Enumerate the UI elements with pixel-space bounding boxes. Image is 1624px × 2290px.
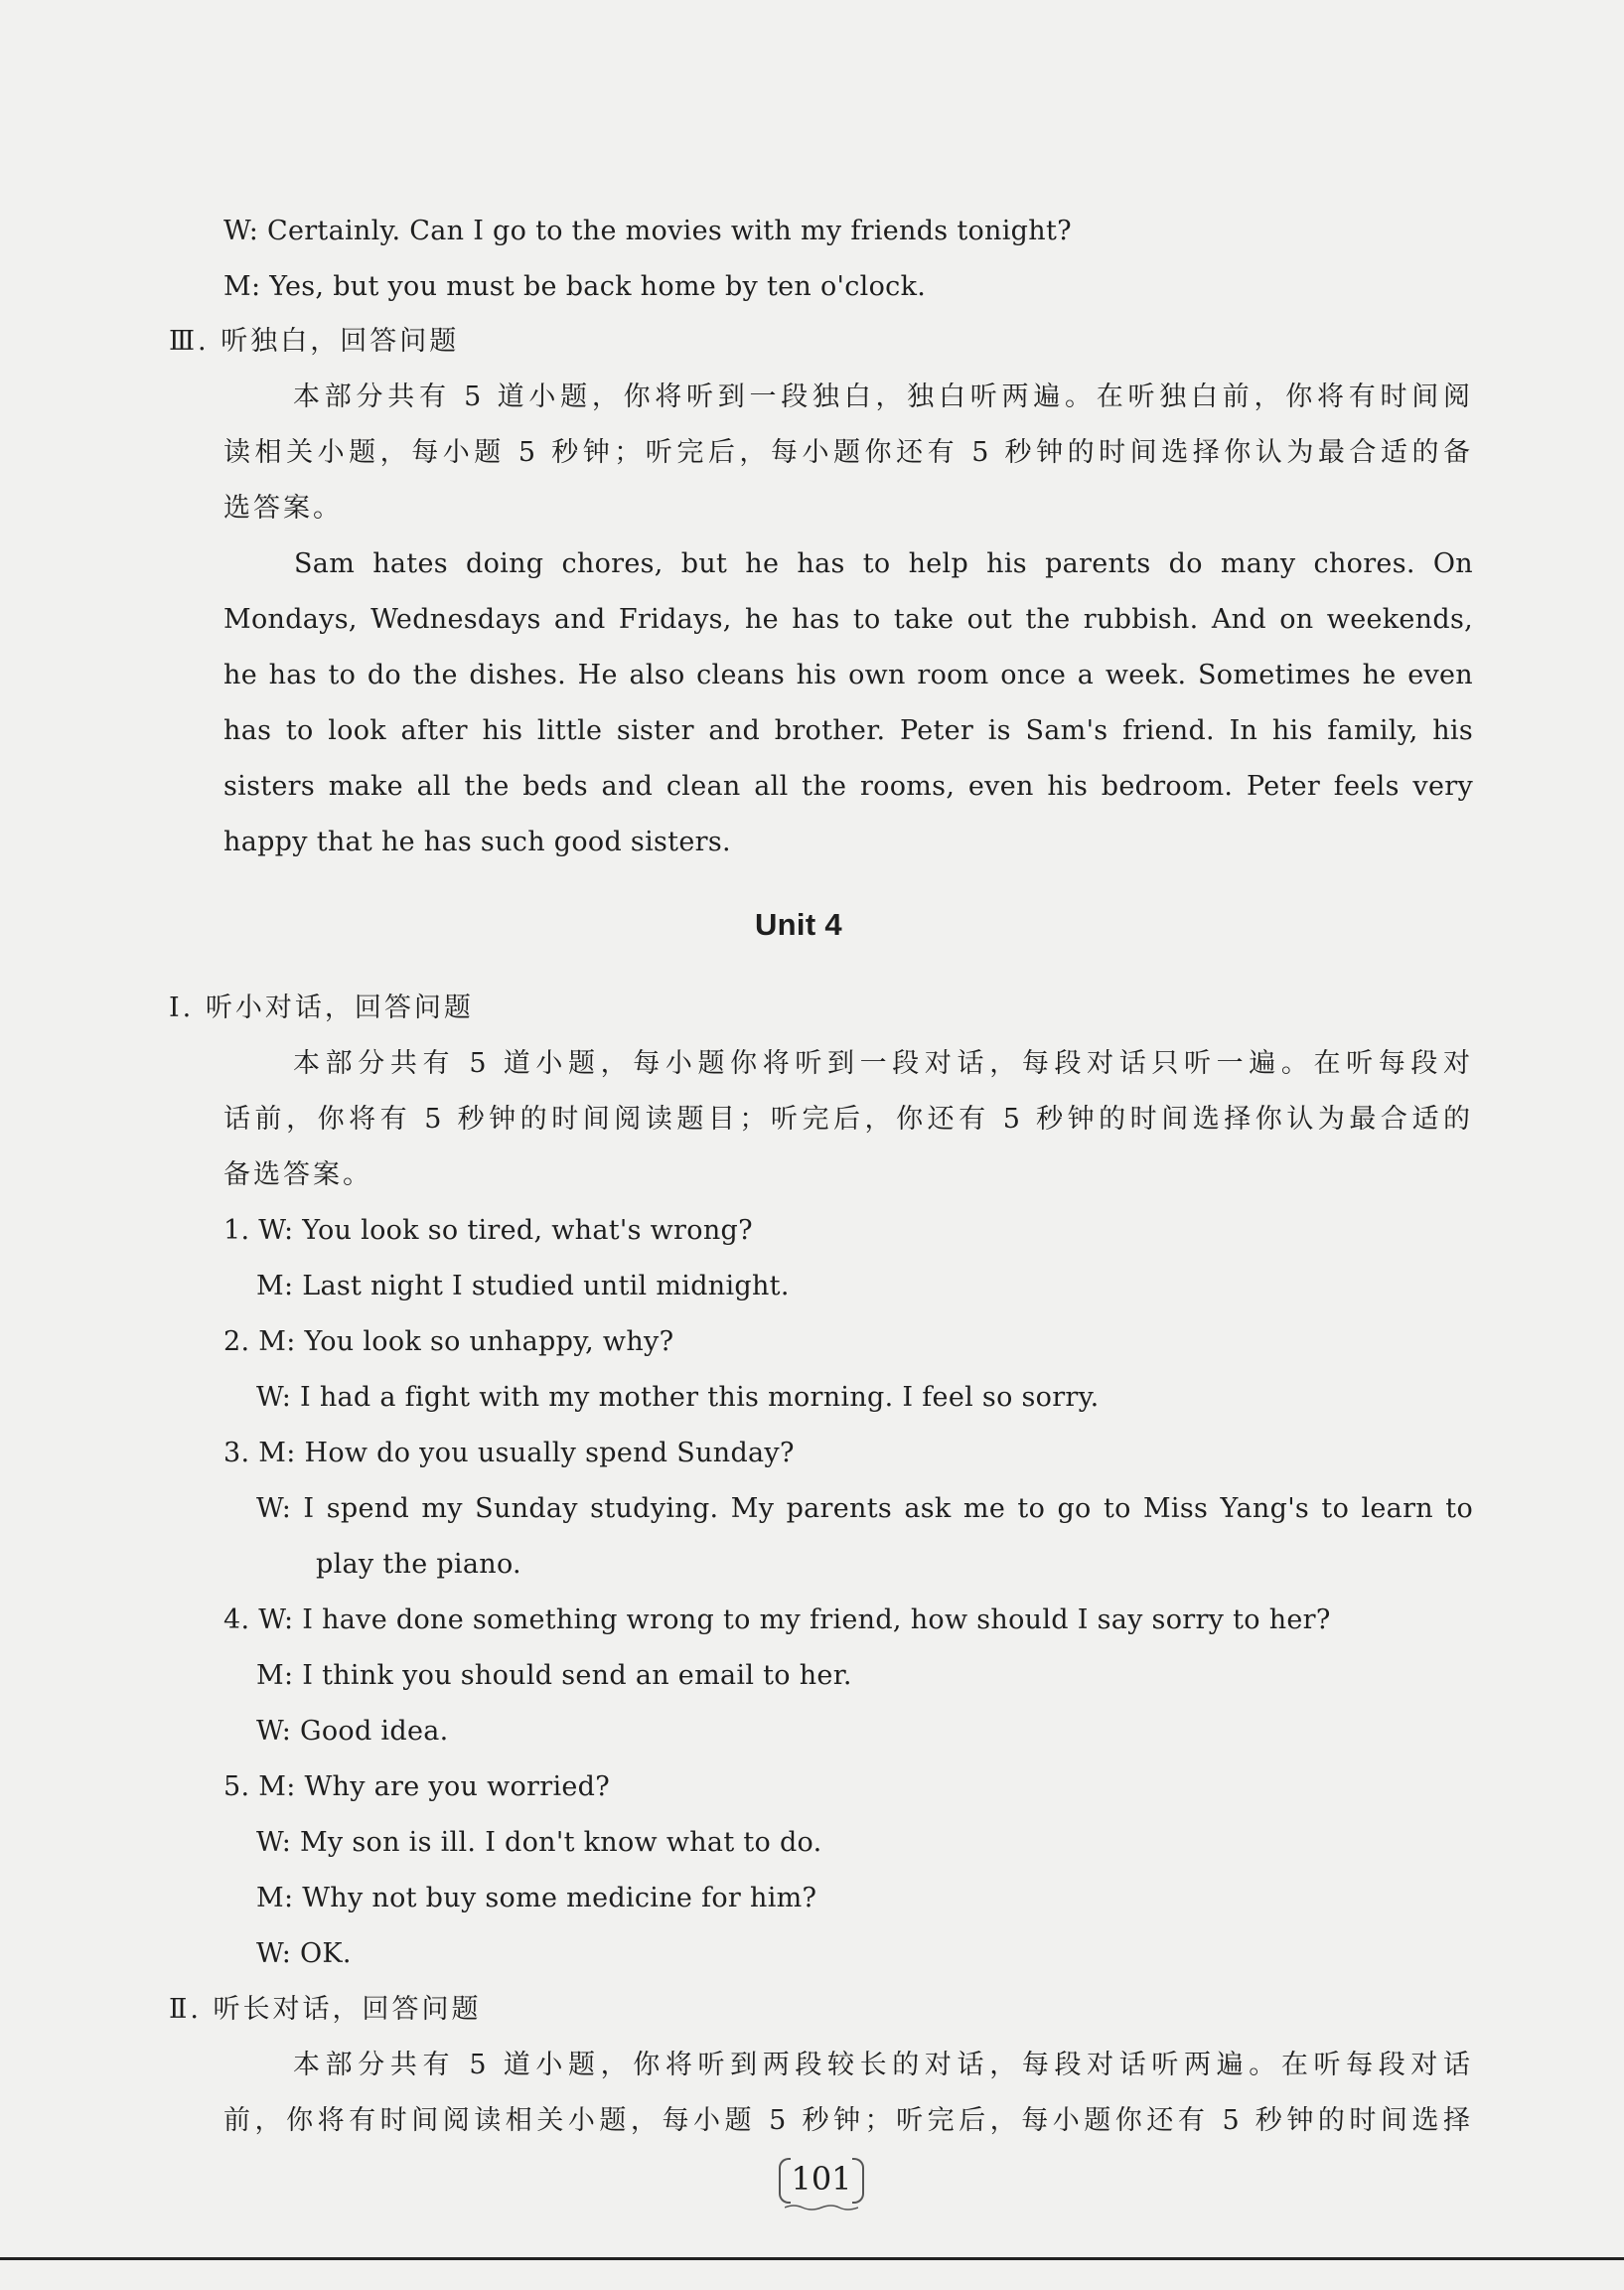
passage-line: Sam hates doing chores, but he has to help his parents do many chores. On (294, 548, 1473, 579)
dialogue-line: M: Yes, but you must be back home by ten o'clock. (223, 271, 927, 302)
section-heading-long-dialogues: Ⅱ. 听长对话，回答问题 (169, 1994, 482, 2025)
dialogue-line: M: I think you should send an email to her. (256, 1660, 852, 1691)
dialogue-line: W: Certainly. Can I go to the movies with my friends tonight? (223, 216, 1072, 246)
dialogue-line: 3. M: How do you usually spend Sunday? (223, 1438, 795, 1468)
page-number-bracket-left (779, 2158, 791, 2204)
instruction-line: 备选答案。 (223, 1159, 372, 1190)
dialogue-line: 2. M: You look so unhappy, why? (223, 1326, 674, 1357)
instruction-line: 话前，你将有 5 秒钟的时间阅读题目；听完后，你还有 5 秒钟的时间选择你认为最合适的 (223, 1104, 1473, 1135)
dialogue-line: M: Why not buy some medicine for him? (256, 1883, 817, 1913)
section-heading-monologue: Ⅲ. 听独白，回答问题 (169, 326, 460, 357)
instruction-line: 选答案。 (223, 493, 343, 524)
instruction-line: 前，你将有时间阅读相关小题，每小题 5 秒钟；听完后，每小题你还有 5 秒钟的时间选择 (223, 2105, 1473, 2136)
dialogue-line: M: Last night I studied until midnight. (256, 1271, 790, 1301)
dialogue-line: W: OK. (256, 1938, 352, 1969)
dialogue-line: W: I spend my Sunday studying. My parents ask me to go to Miss Yang's to learn to (256, 1493, 1473, 1524)
dialogue-line: 1. W: You look so tired, what's wrong? (223, 1215, 753, 1246)
page-number (779, 2156, 864, 2204)
passage-line: has to look after his little sister and brother. Peter is Sam's friend. In his family, his (223, 715, 1473, 746)
dialogue-line: W: My son is ill. I don't know what to do. (256, 1827, 822, 1858)
dialogue-line: W: Good idea. (256, 1716, 449, 1747)
instruction-line: 读相关小题，每小题 5 秒钟；听完后，每小题你还有 5 秒钟的时间选择你认为最合适的备 (223, 437, 1473, 468)
dialogue-line: 5. M: Why are you worried? (223, 1771, 611, 1802)
page-number-bracket-right (852, 2158, 864, 2204)
page-number-text: 101 (791, 2160, 852, 2198)
passage-line: sisters make all the beds and clean all the rooms, even his bedroom. Peter feels very (223, 771, 1473, 802)
section-heading-short-dialogues: Ⅰ. 听小对话，回答问题 (169, 992, 474, 1023)
dialogue-line: W: I had a fight with my mother this morning. I feel so sorry. (256, 1382, 1100, 1413)
instruction-line: 本部分共有 5 道小题，每小题你将听到一段对话，每段对话只听一遍。在听每段对 (293, 1048, 1473, 1079)
page-number-ornament (785, 2204, 858, 2212)
passage-line: he has to do the dishes. He also cleans his own room once a week. Sometimes he even (223, 660, 1473, 690)
bottom-rule (0, 2257, 1624, 2260)
dialogue-line: 4. W: I have done something wrong to my friend, how should I say sorry to her? (223, 1604, 1331, 1635)
unit-title: Unit 4 (755, 907, 842, 942)
passage-line: happy that he has such good sisters. (223, 827, 731, 857)
dialogue-line: play the piano. (316, 1549, 521, 1580)
instruction-line: 本部分共有 5 道小题，你将听到两段较长的对话，每段对话听两遍。在听每段对话 (293, 2050, 1473, 2080)
passage-line: Mondays, Wednesdays and Fridays, he has to take out the rubbish. And on weekends, (223, 604, 1473, 635)
instruction-line: 本部分共有 5 道小题，你将听到一段独白，独白听两遍。在听独白前，你将有时间阅 (293, 382, 1473, 412)
